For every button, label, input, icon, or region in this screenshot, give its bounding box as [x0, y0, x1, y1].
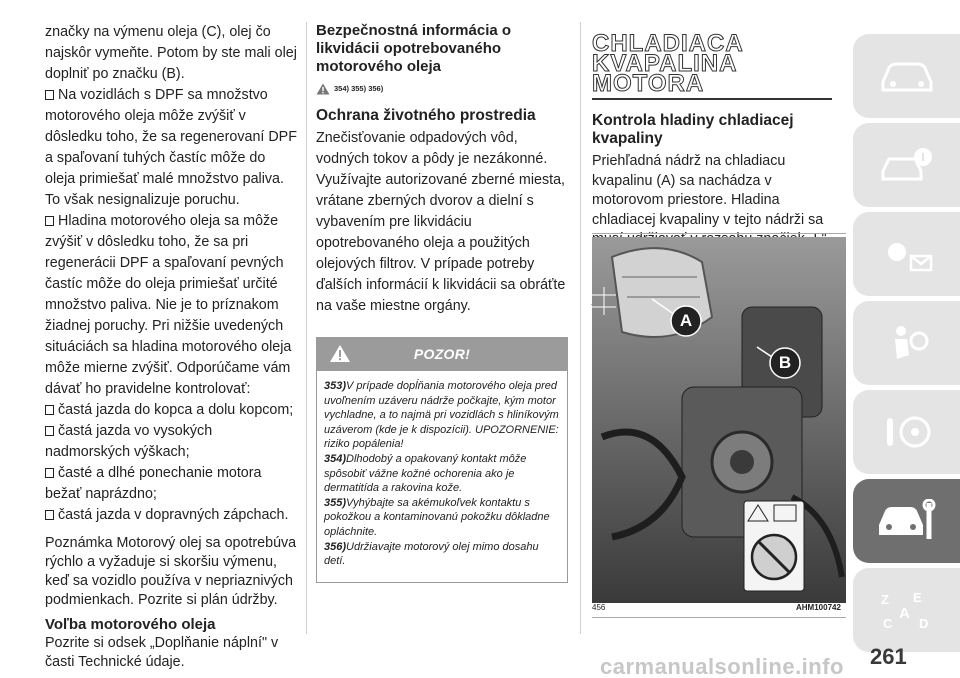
column-divider — [580, 22, 581, 634]
engine-bay-figure — [592, 233, 846, 621]
section-heading: Bezpečnostná informácia o likvidácii opotrebovaného motorového oleja — [316, 22, 512, 75]
checkbox-bullet-icon — [45, 426, 54, 436]
list-item: častá jazda vo vysokých nadmorských výškach; — [45, 423, 213, 460]
warning-item: 354)Dlhodobý a opakovaný kontakt môže spôsobiť vážne kožné ochorenia ako je dermatitída a rakovina kože. — [324, 452, 527, 495]
warning-triangle-icon — [329, 344, 351, 363]
paragraph: Pozrite si odsek „Doplňanie náplní" v časti Technické údaje. — [45, 635, 279, 670]
warning-item: 356)Udržiavajte motorový olej mimo dosahu detí. — [324, 540, 539, 568]
checkbox-bullet-icon — [45, 405, 54, 415]
tab-dashboard[interactable] — [853, 34, 960, 118]
column-left — [45, 22, 297, 672]
bullet-paragraph: Hladina motorového oleja sa môže zvýšiť v dôsledku toho, že sa pri regenerácii DPF a spaľovaní pevných častíc môže do oleja primiešať určité množstvo paliva. Nie je to príznakom žiadnej poruchy. Pri nižšie uvedených situáciách sa hladina motorového oleja môže mierne zvýšiť. Odporúčame vám dávať ho pravidelne kontrolovať: — [45, 213, 292, 397]
lights-message-icon — [879, 234, 935, 274]
checkbox-bullet-icon — [45, 90, 54, 100]
tab-driving[interactable] — [853, 390, 960, 474]
chapter-tabs — [853, 34, 960, 657]
checkbox-bullet-icon — [45, 510, 54, 520]
svg-text:Z: Z — [880, 592, 889, 607]
tab-maintenance[interactable] — [853, 479, 960, 563]
airbag-safety-icon — [879, 323, 935, 363]
checkbox-bullet-icon — [45, 468, 54, 478]
warning-triangle-icon — [316, 83, 330, 95]
figure-top-rule — [592, 233, 846, 234]
section-heading: Voľba motorového oleja — [45, 616, 216, 633]
section-heading: Kontrola hladiny chladiacej kvapaliny — [592, 112, 794, 147]
tab-lights[interactable] — [853, 212, 960, 296]
warning-item: 355)Vyhýbajte sa akémukoľvek kontaktu s pokožkou a kontaminovanú pokožku dôkladne opláchnite. — [324, 496, 550, 538]
list-item: časté a dlhé ponechanie motora bežať naprázdno; — [45, 465, 262, 502]
chapter-title: CHLADIACA KVAPALINA MOTORA — [592, 30, 744, 97]
svg-text:D: D — [918, 616, 928, 631]
callout-b-label: B — [778, 353, 792, 372]
section-heading: Ochrana životného prostredia — [316, 107, 536, 124]
warning-item: 353)V prípade dopĺňania motorového oleja pred uvoľnením uzáveru nádrže počkajte, kým motor vychladne, a to najmä pri vozidlách s hliníkovým uzáverom (kde je k dispozícii). UPOZORNENIE: riziko popálenia! — [324, 380, 559, 451]
paragraph: Znečisťovanie odpadových vôd, vodných tokov a pôdy je nezákonné. Využívajte autorizované zberné miesta, vrátane zberných dvorov a dielní s vybavením pre likvidáciu opotrebovaného oleja a použitých olejových filtrov. V prípade potreby ďalších informácií k likvidácii sa obráťte na vaše miestne orgány. — [316, 130, 566, 314]
svg-text:E: E — [912, 590, 922, 605]
figure-number: 456 — [592, 603, 606, 612]
warning-box — [316, 371, 568, 583]
tab-index[interactable] — [853, 568, 960, 652]
page-number: 261 — [870, 644, 907, 669]
warning-header: POZOR! — [316, 337, 568, 371]
alphabet-index-icon — [877, 588, 937, 632]
column-middle — [316, 22, 568, 583]
warning-refs: 354) 355) 356) — [316, 78, 568, 99]
list-item: častá jazda do kopca a dolu kopcom; — [45, 400, 297, 421]
tab-safety[interactable] — [853, 301, 960, 385]
callout-a-label: A — [679, 311, 693, 330]
bullet-paragraph: Na vozidlách s DPF sa množstvo motorového oleja môže zvýšiť v dôsledku toho, že sa regenerovaní DPF a spaľovaní tuhých častíc môže do oleja primiešať malé množstvo paliva. To však nesignalizuje poruchu. — [45, 87, 297, 208]
watermark: carmanualsonline.info — [600, 654, 844, 678]
paragraph: Priehľadná nádrž na chladiacu kvapalinu (A) sa nachádza v motorovom priestore. Hladina chladiacej kvapaliny v tejto nádrži sa — [592, 153, 824, 228]
title-rule — [592, 98, 832, 100]
paragraph: značky na výmenu oleja (C), olej čo najskôr vymeňte. Potom by ste mali olej doplniť po značku (B). — [45, 24, 297, 82]
checkbox-bullet-icon — [45, 216, 54, 226]
engine-illustration — [592, 237, 846, 603]
car-service-icon — [877, 499, 937, 543]
steering-key-icon — [879, 412, 935, 452]
note: Poznámka Motorový olej sa opotrebúva rýchlo a vyžaduje si skoršiu výmenu, keď sa vozidlo používa v nepriaznivých podmienkach. Pozrite si plán údržby. — [45, 535, 297, 608]
svg-text:C: C — [882, 616, 892, 631]
column-divider — [306, 22, 307, 634]
car-info-icon — [879, 145, 935, 185]
figure-code: AHM100742 — [796, 603, 841, 612]
svg-text:A: A — [898, 605, 910, 622]
tab-car-info[interactable] — [853, 123, 960, 207]
list-item: častá jazda v dopravných zápchach. — [45, 505, 297, 526]
car-dashboard-icon — [879, 56, 935, 96]
figure-bottom-rule — [592, 617, 846, 618]
